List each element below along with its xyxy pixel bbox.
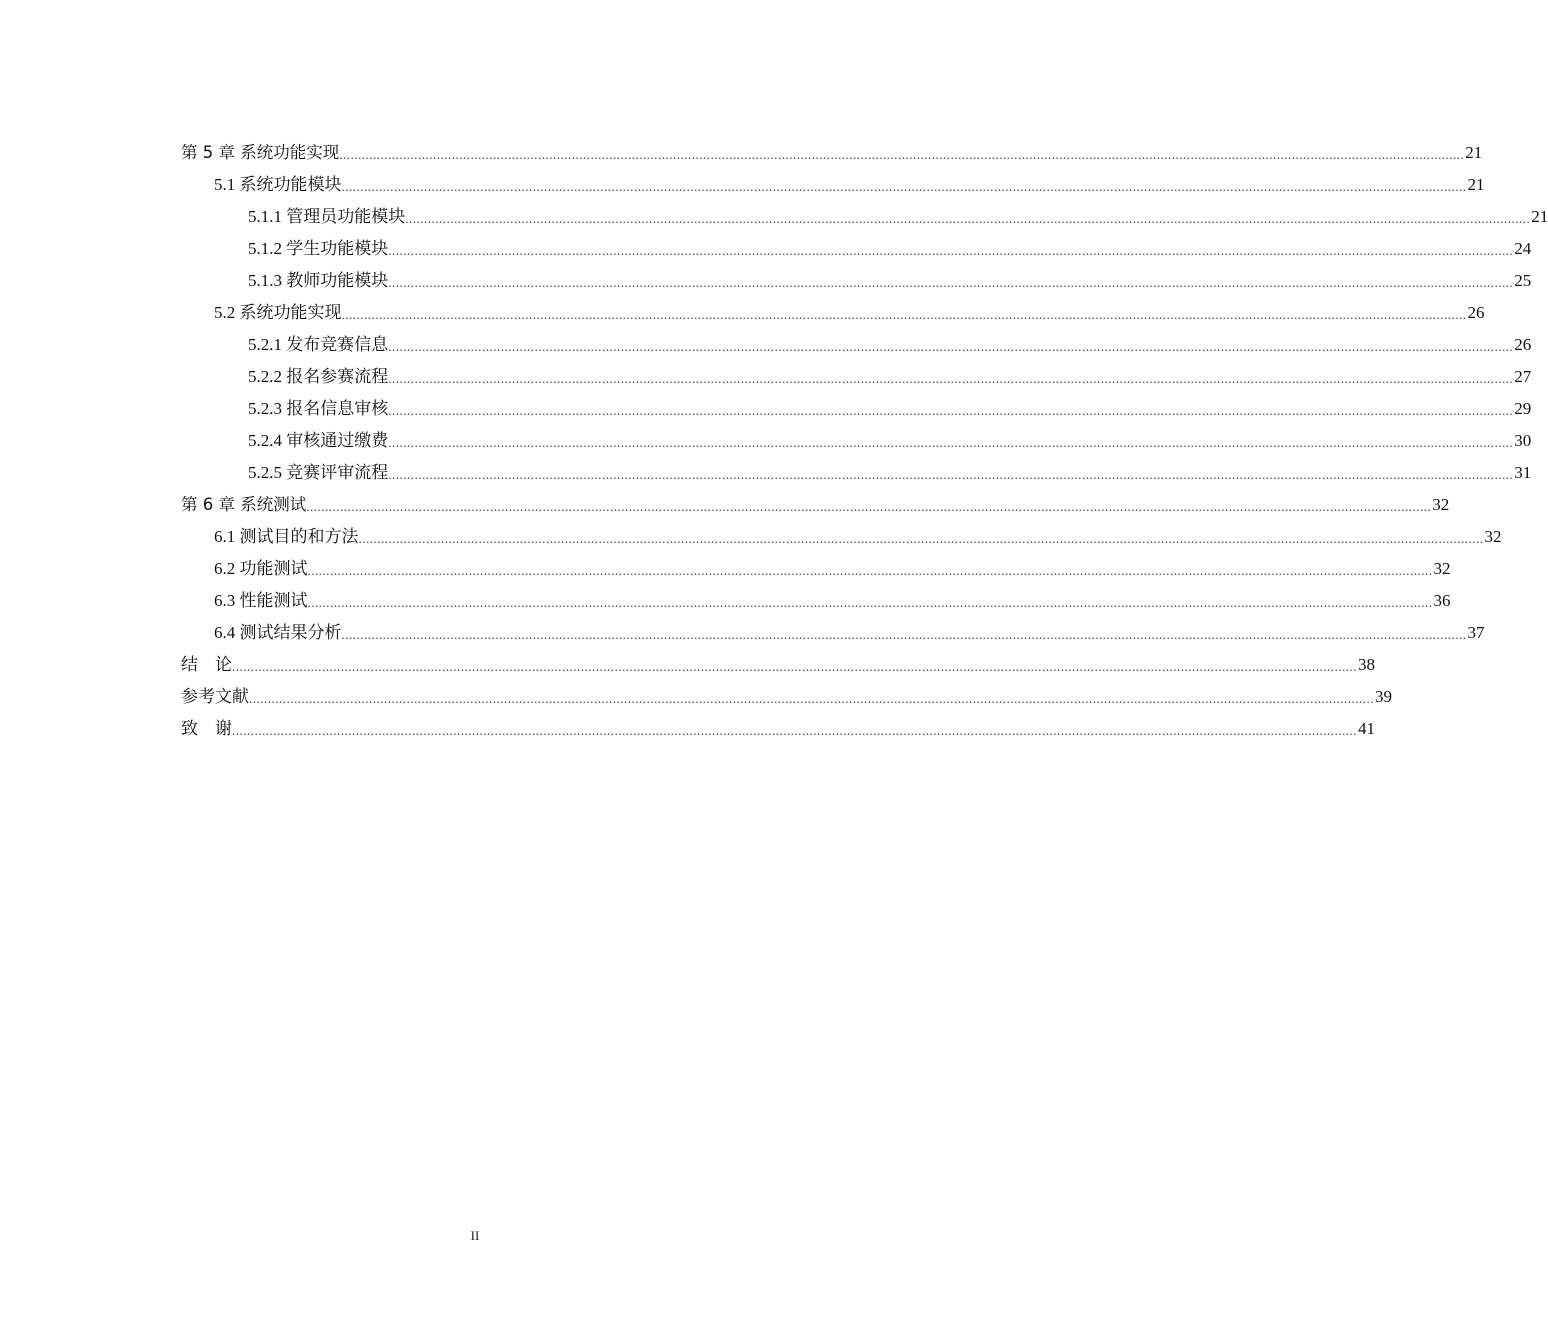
toc-entry-page: 30 [1514,431,1532,450]
toc-entry-title: 第 6 章 系统测试 [181,495,307,514]
toc-entry-title: 结 论 [181,655,232,674]
toc-entry[interactable] [181,649,1375,681]
toc-entry[interactable] [181,201,1548,233]
toc-entry-title: 6.2 功能测试 [214,559,308,578]
toc-entry-page: 27 [1514,367,1532,386]
toc-leader-dots: ............................................................................................................................................................................................................................................................................................................ [341,179,1467,194]
toc-entry[interactable] [181,585,1451,617]
toc-leader-dots: ............................................................................................................................................................................................................................................................................................................ [388,435,1514,450]
toc-leader-dots: ............................................................................................................................................................................................................................................................................................................ [306,499,1432,514]
toc-entry-page: 24 [1514,239,1532,258]
toc-entry[interactable] [181,489,1450,521]
toc-entry-page: 32 [1484,527,1502,546]
page-number: II [470,1228,480,1243]
toc-entry-title: 参考文献 [181,687,249,706]
toc-entry-page: 39 [1375,687,1392,706]
toc-entry-title: 5.1.1 管理员功能模块 [248,207,406,226]
toc-entry[interactable] [181,713,1375,745]
toc-leader-dots: ............................................................................................................................................................................................................................................................................................................ [307,595,1433,610]
toc-leader-dots: ............................................................................................................................................................................................................................................................................................................ [388,275,1514,290]
toc-leader-dots: ............................................................................................................................................................................................................................................................................................................ [341,307,1467,322]
toc-leader-dots: ............................................................................................................................................................................................................................................................................................................ [388,243,1514,258]
toc-entry-title: 5.2.4 审核通过缴费 [248,431,389,450]
toc-entry-title: 6.4 测试结果分析 [214,623,342,642]
toc-leader-dots: ............................................................................................................................................................................................................................................................................................................ [249,691,1374,706]
toc-entry-title: 5.1.3 教师功能模块 [248,271,389,290]
toc-entry-page: 32 [1433,559,1451,578]
toc-entry[interactable] [181,393,1532,425]
toc-entry-title: 6.1 测试目的和方法 [214,527,359,546]
toc-entry[interactable] [181,329,1532,361]
toc-entry-page: 31 [1514,463,1532,482]
toc-entry-page: 37 [1467,623,1485,642]
toc-entry-title: 5.1.2 学生功能模块 [248,239,389,258]
toc-entry-page: 29 [1514,399,1532,418]
toc-entry[interactable] [181,265,1532,297]
toc-entry[interactable] [181,553,1451,585]
toc-entry-title: 6.3 性能测试 [214,591,308,610]
toc-entry-page: 26 [1514,335,1532,354]
toc-entry-title: 5.2.2 报名参赛流程 [248,367,389,386]
toc-leader-dots: ............................................................................................................................................................................................................................................................................................................ [388,403,1514,418]
toc-leader-dots: ............................................................................................................................................................................................................................................................................................................ [388,467,1514,482]
toc-entry-title: 5.2.1 发布竞赛信息 [248,335,389,354]
toc-entry-page: 21 [1531,207,1548,226]
toc-leader-dots: ............................................................................................................................................................................................................................................................................................................ [232,659,1357,674]
toc-entry-page: 25 [1514,271,1532,290]
toc-entry[interactable] [181,233,1532,265]
toc-entry[interactable] [181,137,1483,169]
toc-entry[interactable] [181,457,1532,489]
toc-entry[interactable] [181,425,1532,457]
toc-entry[interactable] [181,297,1485,329]
toc-entry-title: 5.2.3 报名信息审核 [248,399,389,418]
toc-leader-dots: ............................................................................................................................................................................................................................................................................................................ [405,211,1531,226]
toc-entry-title: 第 5 章 系统功能实现 [181,143,340,162]
toc-leader-dots: ............................................................................................................................................................................................................................................................................................................ [388,371,1514,386]
toc-entry-page: 26 [1467,303,1485,322]
toc-entry[interactable] [181,617,1485,649]
toc-entry-page: 41 [1358,719,1375,738]
toc-entry-page: 38 [1358,655,1375,674]
toc-entry-page: 36 [1433,591,1451,610]
toc-leader-dots: ............................................................................................................................................................................................................................................................................................................ [339,147,1465,162]
toc-entry-page: 32 [1432,495,1450,514]
toc-entry[interactable] [181,521,1502,553]
toc-entry-page: 21 [1465,143,1483,162]
toc-leader-dots: ............................................................................................................................................................................................................................................................................................................ [388,339,1514,354]
table-of-contents [181,137,1548,745]
toc-entry-title: 5.2 系统功能实现 [214,303,342,322]
toc-leader-dots: ............................................................................................................................................................................................................................................................................................................ [341,627,1467,642]
toc-leader-dots: ............................................................................................................................................................................................................................................................................................................ [358,531,1484,546]
toc-entry[interactable] [181,361,1532,393]
toc-entry[interactable] [181,681,1392,713]
toc-leader-dots: ............................................................................................................................................................................................................................................................................................................ [232,723,1357,738]
toc-entry-page: 21 [1467,175,1485,194]
toc-entry-title: 5.2.5 竞赛评审流程 [248,463,389,482]
toc-entry[interactable] [181,169,1485,201]
toc-entry-title: 致 谢 [181,719,232,738]
toc-entry-title: 5.1 系统功能模块 [214,175,342,194]
toc-leader-dots: ............................................................................................................................................................................................................................................................................................................ [307,563,1433,578]
